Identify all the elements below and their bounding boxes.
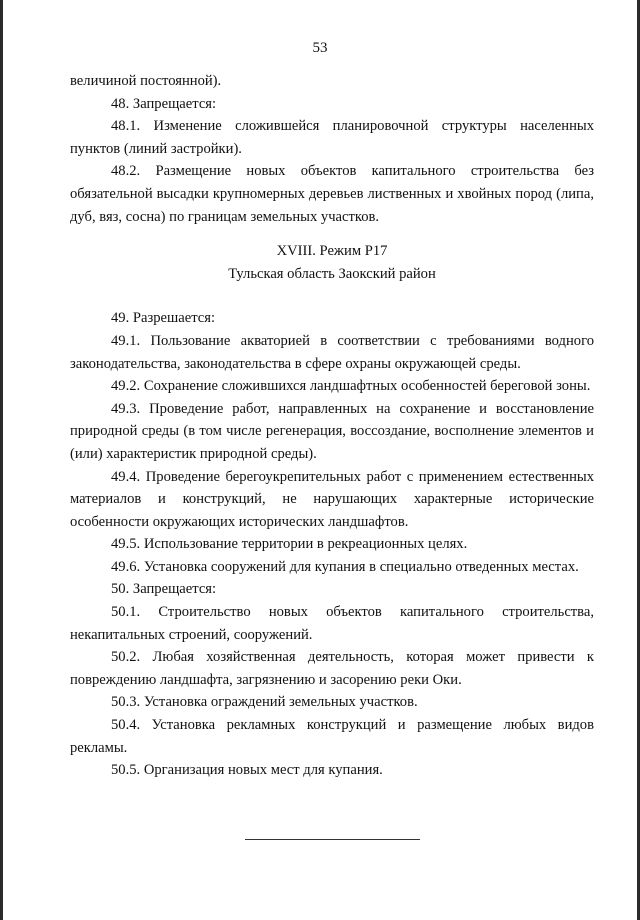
paragraph: 48.1. Изменение сложившейся планировочной структуры населенных пунктов (линий застройки). (70, 118, 594, 157)
paragraph: 49.4. Проведение берегоукрепительных работ с применением естественных материалов и конструкций, не нарушающих характерные исторические особенности окружающих исторических ландшафтов. (70, 468, 594, 530)
paragraph: 50.3. Установка ограждений земельных участков. (111, 694, 418, 711)
page-number: 53 (312, 40, 328, 56)
bottom-paragraphs (70, 307, 594, 781)
paragraph: 48. Запрещается: (111, 95, 217, 112)
document-body (70, 70, 594, 782)
paragraph: 50.2. Любая хозяйственная деятельность, которая может привести к повреждению ландшафта, загрязнению и засорению реки Оки. (70, 649, 594, 688)
paragraph: 49.1. Пользование акваторией в соответствии с требованиями водного законодательства, законодательства в сфере охраны окружающей среды. (70, 332, 594, 372)
scan-edge-left (0, 0, 3, 920)
section-heading (70, 240, 594, 285)
top-paragraphs (70, 70, 594, 228)
paragraph: величиной постоянной). (70, 73, 222, 89)
paragraph: 48.2. Размещение новых объектов капитального строительства без обязательной высадки крупномерных деревьев лиственных и хвойных пород (липа, дуб, вяз, сосна) по границам земельных участков. (70, 163, 594, 225)
end-separator-line (245, 839, 420, 840)
paragraph: 50. Запрещается: (111, 581, 217, 598)
paragraph: 49.5. Использование территории в рекреационных целях. (111, 536, 468, 553)
paragraph: 49.3. Проведение работ, направленных на сохранение и восстановление природной среды (в том числе регенерация, воссоздание, восполнение элементов и (или) характеристик природной среды). (70, 400, 594, 462)
paragraph: 49. Разрешается: (111, 310, 216, 327)
paragraph: 50.5. Организация новых мест для купания. (111, 762, 383, 779)
section-title: XVIII. Режим Р17 (276, 243, 388, 260)
paragraph: 49.6. Установка сооружений для купания в специально отведенных местах. (111, 558, 579, 575)
paragraph: 50.1. Строительство новых объектов капитального строительства, некапитальных строений, сооружений. (70, 604, 594, 643)
paragraph: 49.2. Сохранение сложившихся ландшафтных особенностей береговой зоны. (111, 378, 591, 395)
paragraph: 50.4. Установка рекламных конструкций и размещение любых видов рекламы. (70, 717, 594, 756)
section-subtitle: Тульская область Заокский район (228, 265, 436, 282)
